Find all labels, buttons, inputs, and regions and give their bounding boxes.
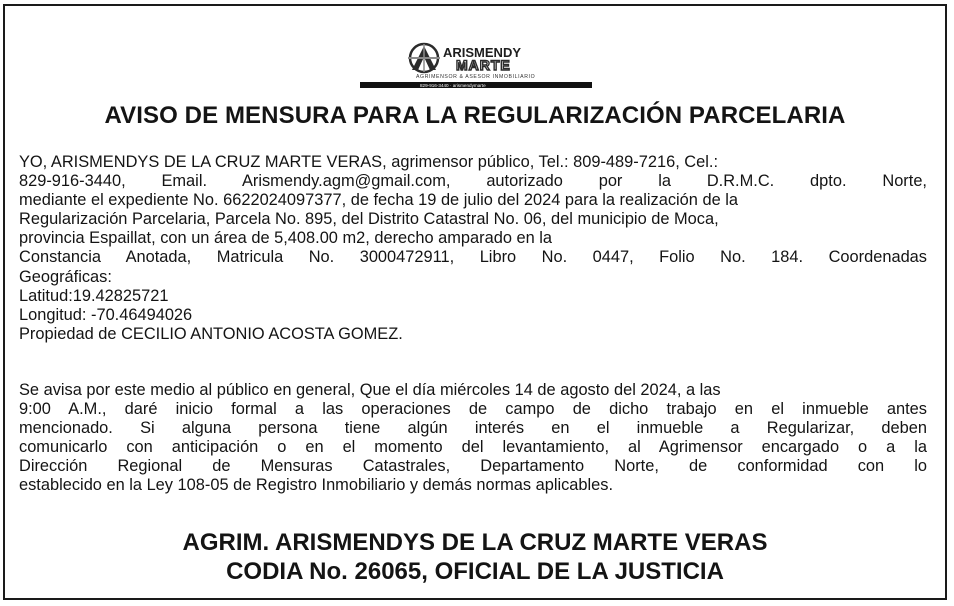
paragraph-line: 9:00 A.M., daré inicio formal a las operaciones de campo de dicho trabajo en el inmueble antes: [19, 400, 927, 419]
signature-name: AGRIM. ARISMENDYS DE LA CRUZ MARTE VERAS: [182, 529, 768, 556]
logo-contact: 829-916-3440 · arismendymarte: [420, 82, 486, 88]
latitude-line: Latitud:19.42825721: [19, 286, 169, 305]
logo-brand-line2: MARTE: [456, 57, 511, 73]
paragraph-line: Regularización Parcelaria, Parcela No. 895, del Distrito Catastral No. 06, del municipio de Moca,: [19, 210, 719, 229]
notice-title: AVISO DE MENSURA PARA LA REGULARIZACIÓN PARCELARIA: [104, 102, 846, 129]
paragraph-line: Se avisa por este medio al público en general, Que el día miércoles 14 de agosto del 2024, a las: [19, 381, 721, 399]
paragraph-line: mencionado. Si alguna persona tiene algún interés en el inmueble a Regularizar, deben: [19, 419, 927, 438]
notice-paragraph-1: [19, 153, 927, 344]
logo-emblem-icon: [408, 44, 440, 72]
signature-credential: CODIA No. 26065, OFICIAL DE LA JUSTICIA: [226, 558, 724, 585]
longitude-line: Longitud: -70.46494026: [19, 305, 193, 324]
paragraph-line: provincia Espaillat, con un área de 5,408.00 m2, derecho amparado en la: [19, 229, 553, 248]
paragraph-line: establecido en la Ley 108-05 de Registro Inmobiliario y demás normas aplicables.: [19, 476, 614, 495]
property-owner-line: Propiedad de CECILIO ANTONIO ACOSTA GOMEZ.: [19, 324, 403, 343]
paragraph-line: mediante el expediente No. 6622024097377, de fecha 19 de julio del 2024 para la realización de la: [19, 191, 738, 210]
paragraph-line: comunicarlo con anticipación o en el momento del levantamiento, al Agrimensor encargado o a la: [19, 438, 927, 457]
company-logo: [360, 40, 592, 88]
logo-brand-line1: ARISMENDY: [443, 45, 522, 60]
paragraph-line: Geográficas:: [19, 267, 112, 286]
paragraph-line: YO, ARISMENDYS DE LA CRUZ MARTE VERAS, agrimensor público, Tel.: 809-489-7216, Cel.:: [19, 153, 719, 171]
paragraph-line: Dirección Regional de Mensuras Catastrales, Departamento Norte, de conformidad con lo: [19, 457, 927, 476]
paragraph-line: Constancia Anotada, Matricula No. 3000472911, Libro No. 0447, Folio No. 184. Coordenadas: [19, 248, 927, 267]
logo-tagline: AGRIMENSOR & ASESOR INMOBILIARIO: [416, 74, 536, 80]
notice-paragraph-2: [19, 381, 927, 496]
paragraph-line: 829-916-3440, Email. Arismendy.agm@gmail.com, autorizado por la D.R.M.C. dpto. Norte,: [19, 172, 927, 191]
